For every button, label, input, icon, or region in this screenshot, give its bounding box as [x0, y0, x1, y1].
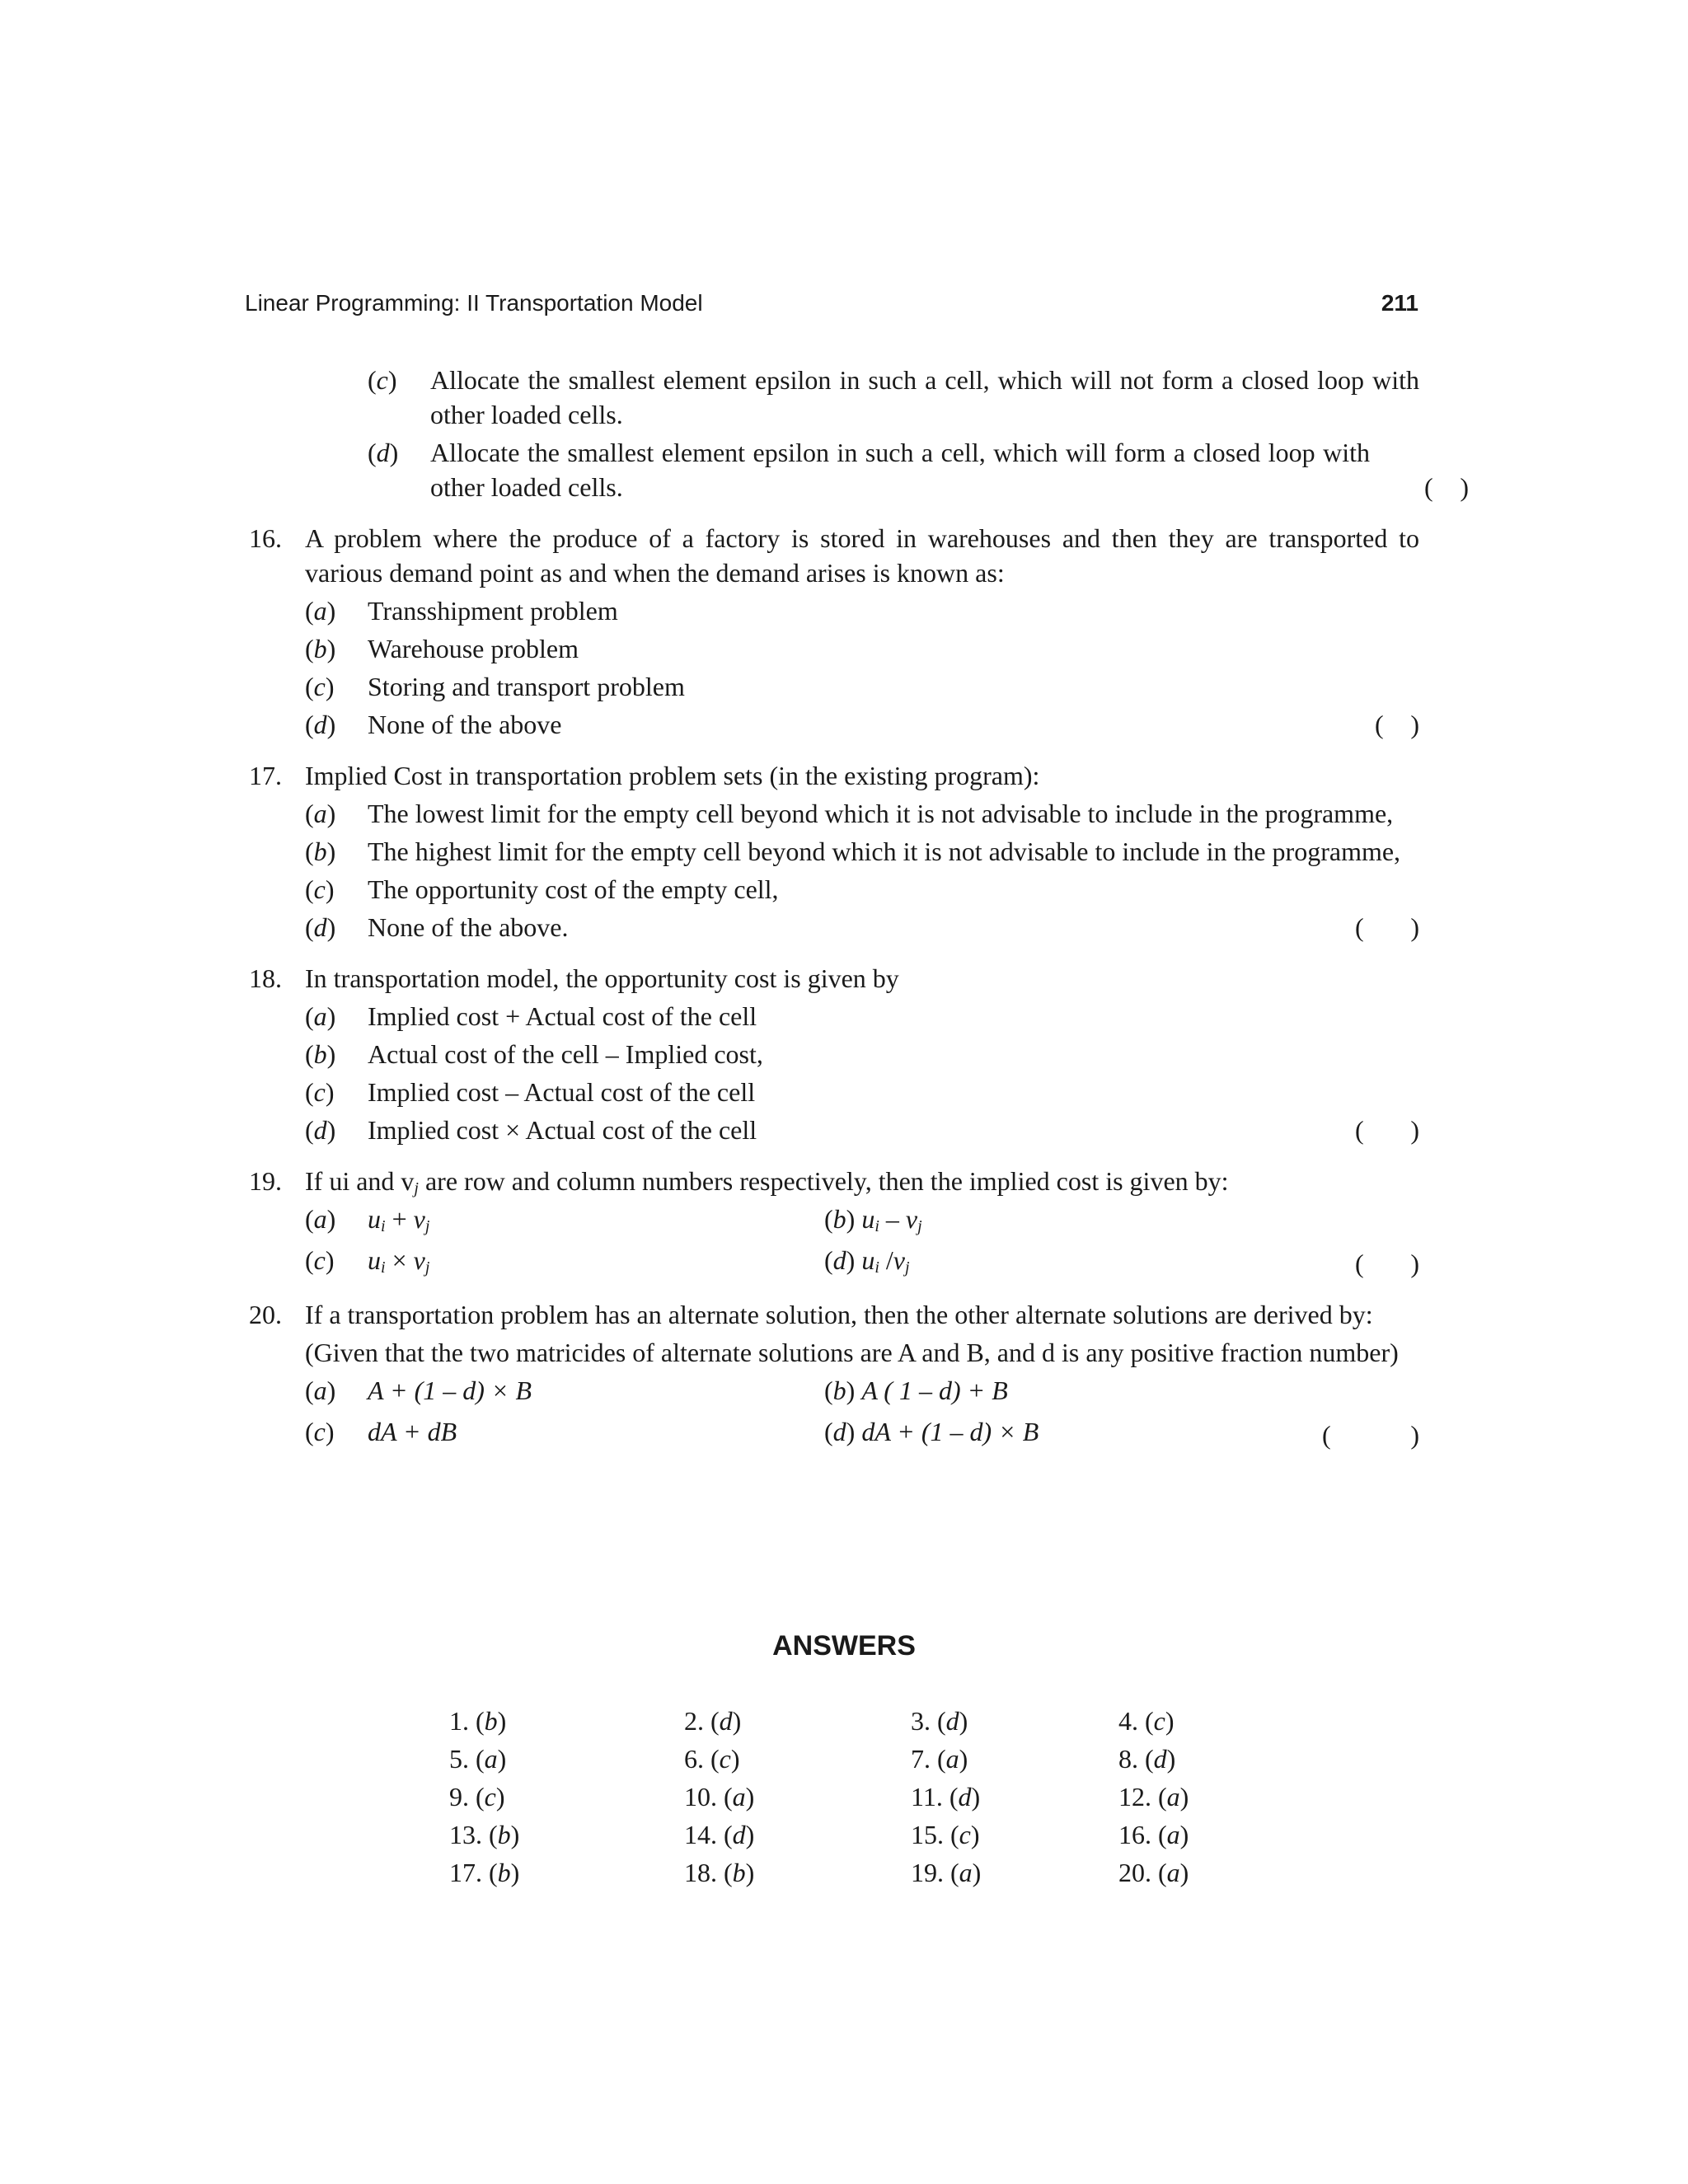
answers-row — [449, 1858, 1240, 1896]
answer-item: 2. (d) — [684, 1706, 742, 1736]
option-text: The opportunity cost of the empty cell, — [368, 874, 779, 904]
question-stem: In transportation model, the opportunity cost is given by — [305, 963, 899, 993]
answer-item: 13. (b) — [449, 1820, 520, 1849]
option-a: (a) Transshipment problem — [305, 593, 1419, 628]
option-text: The lowest limit for the empty cell beyond which it is not advisable to include in the programme, — [368, 799, 1394, 828]
question-number: 19. — [249, 1166, 282, 1196]
question-15-continued — [368, 363, 1469, 504]
option-row — [305, 1373, 1419, 1411]
answer-item: 14. (d) — [684, 1820, 755, 1849]
answers-row — [449, 1706, 1240, 1744]
question-number: 16. — [249, 523, 282, 553]
question-number: 20. — [249, 1300, 282, 1329]
option-row — [305, 1202, 1419, 1240]
option-text: The highest limit for the empty cell beyond which it is not advisable to include in the programme, — [368, 837, 1401, 866]
question-number: 17. — [249, 761, 282, 790]
option-row: (c) $u_i \times v_j$ (d) $u_i$ $/v_j$ ( ) — [305, 1243, 1419, 1281]
option-text: Actual cost of the cell – Implied cost, — [368, 1039, 763, 1069]
option-text: Allocate the smallest element epsilon in such a cell, which will form a closed loop with other loaded cells. — [430, 438, 1370, 502]
answer-item: 9. (c) — [449, 1782, 505, 1811]
answer-item: 20. (a) — [1118, 1858, 1189, 1887]
option-text: None of the above — [368, 710, 562, 739]
option-label: c — [376, 365, 388, 395]
page-number: 211 — [1381, 290, 1418, 316]
answers-heading: ANSWERS — [772, 1630, 916, 1661]
option-text: Transshipment problem — [368, 596, 618, 626]
answer-item: 16. (a) — [1118, 1820, 1189, 1849]
answer-item: 12. (a) — [1118, 1782, 1189, 1811]
option-d: (d) None of the above ( ) — [305, 707, 1419, 742]
option-a: (a) The lowest limit for the empty cell beyond which it is not advisable to include in the programme, — [305, 796, 1419, 831]
question-19 — [242, 1164, 1419, 1281]
option-d: (d) $u_i$ $/v_j$ — [824, 1245, 910, 1277]
option-d: (d) None of the above. ( ) — [305, 910, 1419, 944]
answer-item: 5. (a) — [449, 1744, 507, 1774]
answers-row — [449, 1820, 1240, 1858]
option-d: (d) Allocate the smallest element epsilon in such a cell, which will form a closed loop with other loaded cells. ( ) — [368, 435, 1419, 504]
option-d: (d) dA + (1 – d) × B — [824, 1417, 1039, 1446]
option-b: (b) $u_i - v_j$ — [824, 1204, 922, 1235]
option-c: (c) Storing and transport problem — [305, 669, 1419, 704]
answer-item: 19. (a) — [911, 1858, 982, 1887]
option-c: (c) Implied cost – Actual cost of the cell — [305, 1075, 1419, 1109]
option-text: Implied cost + Actual cost of the cell — [368, 1001, 757, 1031]
option-b: (b) Warehouse problem — [305, 631, 1419, 666]
answer-item: 6. (c) — [684, 1744, 740, 1774]
option-a: (a) $u_i + v_j$ — [305, 1204, 430, 1235]
option-c: (c) $u_i \times v_j$ — [305, 1245, 430, 1277]
question-stem: A problem where the produce of a factory is stored in warehouses and then they are transported to various demand point as and when the demand arises is known as: — [305, 523, 1419, 588]
option-text: Warehouse problem — [368, 634, 579, 663]
answer-item: 7. (a) — [911, 1744, 968, 1774]
answer-item: 10. (a) — [684, 1782, 755, 1811]
answer-item: 8. (d) — [1118, 1744, 1176, 1774]
option-c: (c) The opportunity cost of the empty cell, — [305, 872, 1419, 907]
option-c: (c) dA + dB — [305, 1417, 457, 1446]
option-text: Implied cost × Actual cost of the cell — [368, 1115, 757, 1145]
option-label: d — [376, 438, 390, 467]
answers-row — [449, 1782, 1240, 1820]
answers-grid — [449, 1706, 1240, 1896]
answer-item: 17. (b) — [449, 1858, 520, 1887]
option-d: (d) Implied cost × Actual cost of the cell ( ) — [305, 1113, 1419, 1147]
answer-item: 1. (b) — [449, 1706, 507, 1736]
answer-item: 4. (c) — [1118, 1706, 1175, 1736]
option-text: Storing and transport problem — [368, 672, 685, 701]
question-number: 18. — [249, 963, 282, 993]
question-stem: Implied Cost in transportation problem sets (in the existing program): — [305, 761, 1040, 790]
option-text: Implied cost – Actual cost of the cell — [368, 1077, 756, 1107]
question-17 — [242, 758, 1419, 944]
option-c: (c) Allocate the smallest element epsilon in such a cell, which will not form a closed loop with other loaded cells. — [368, 363, 1419, 432]
header-title: Linear Programming: II Transportation Model — [245, 290, 703, 316]
answer-item: 3. (d) — [911, 1706, 968, 1736]
answer-item: 15. (c) — [911, 1820, 980, 1849]
running-header — [245, 290, 1418, 326]
questions-content — [249, 359, 1469, 1469]
option-row: (c) dA + dB (d) dA + (1 – d) × B ( ) — [305, 1414, 1419, 1452]
option-a: (a) Implied cost + Actual cost of the cell — [305, 999, 1419, 1033]
question-18 — [242, 961, 1419, 1147]
question-note: (Given that the two matricides of alternate solutions are A and B, and d is any positive fraction number) — [305, 1338, 1399, 1367]
question-stem: If ui and $v_j$ are row and column numbers respectively, then the implied cost is given by: — [305, 1166, 1229, 1197]
question-16 — [242, 521, 1419, 742]
option-a: (a) A + (1 – d) × B — [305, 1376, 532, 1405]
answer-item: 11. (d) — [911, 1782, 981, 1811]
question-stem: If a transportation problem has an alternate solution, then the other alternate solutions are derived by: — [305, 1300, 1373, 1329]
option-b: (b) The highest limit for the empty cell beyond which it is not advisable to include in the programme, — [305, 834, 1419, 869]
answer-item: 18. (b) — [684, 1858, 755, 1887]
question-20 — [242, 1297, 1419, 1452]
option-b: (b) Actual cost of the cell – Implied cost, — [305, 1037, 1419, 1071]
option-b: (b) A ( 1 – d) + B — [824, 1376, 1008, 1405]
option-text: Allocate the smallest element epsilon in such a cell, which will not form a closed loop with other loaded cells. — [430, 365, 1419, 429]
option-text: None of the above. — [368, 912, 569, 942]
answers-row — [449, 1744, 1240, 1782]
